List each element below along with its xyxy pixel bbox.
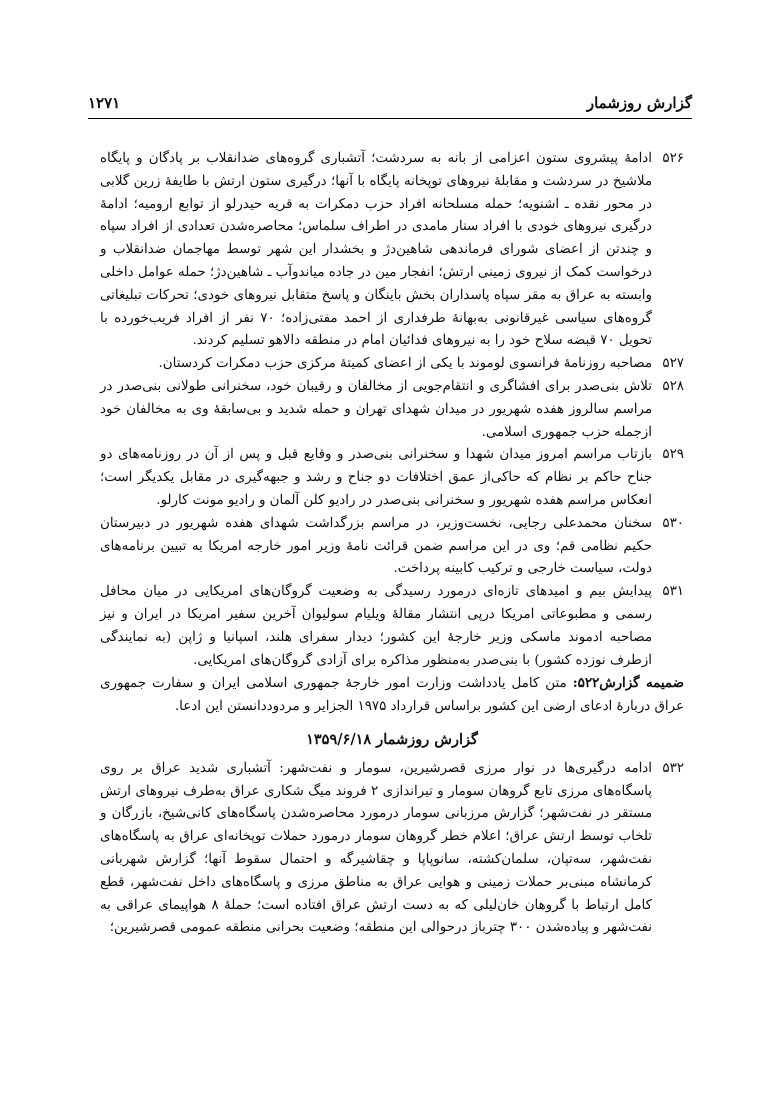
report-entry-526 <box>100 148 684 353</box>
entry-number: ۵۲۸ <box>662 378 684 394</box>
report-entry-531 <box>100 581 684 672</box>
entry-text: ادامه درگیری‌ها در نوار مرزی قصرشیرین، سومار و نفت‌شهر: آتشباری شدید عراق بر روی پاسگاه‌های مرزی تابع گروهان سومار و تیراندازی ۲ فروند میگ شکاری عراق به‌طرف نیروهای ارتش مستقر در نفت‌شهر؛ گزارش مرزبانی سومار درمورد محاصره‌شدن پاسگاه‌های کانی‌شیخ، بازرگان و تلخاب توسط ارتش عراق؛ اعلام خطر گروهان سومار درمورد حملات توپخانه‌ای عراق به پاسگاه‌های نفت‌شهر، سه‌تپان، سلمان‌کشته، سانوپاپا و چقاشیرگه و احتمال سقوط آنها؛ گزارش شهربانی کرمانشاه مبنی‌بر حملات زمینی و هوایی عراق به مناطق مرزی و پاسگاه‌های داخل نفت‌شهر، قطع کامل ارتباط با گروهان خان‌لیلی که به دست ارتش عراق افتاده است؛ حملهٔ ۸ هواپیمای عراقی به نفت‌شهر و پیاده‌شدن ۳۰۰ چترباز درحوالی این منطقه؛ وضعیت بحرانی منطقه عمومی قصرشیرین؛ <box>100 760 653 936</box>
report-entry-527 <box>100 353 684 376</box>
page-content <box>100 148 684 940</box>
entry-text: پیدایش بیم و امیدهای تازه‌ای درمورد رسیدگی به وضعیت گروگان‌های امریکایی در میان محافل رسمی و مطبوعاتی امریکا درپی انتشار مقالهٔ ویلیام سولیوان آخرین سفیر امریکا در ایران و نیز مصاحبه ادموند ماسکی وزیر خارجهٔ این کشور؛ دیدار سفرای هلند، اسپانیا و ژاپن (به نمایندگی ازطرف نوزده کشور) با بنی‌صدر به‌منظور مذاکره برای آزادی گروگان‌های امریکایی. <box>100 584 652 668</box>
entry-number: ۵۳۰ <box>662 515 684 531</box>
report-entry-532 <box>100 758 684 940</box>
entry-text: مصاحبه روزنامهٔ فرانسوی لوموند با یکی از اعضای کمیتهٔ مرکزی حزب دمکرات کردستان. <box>158 356 652 372</box>
appendix-note <box>100 672 684 719</box>
entry-text: تلاش بنی‌صدر برای افشاگری و انتقام‌جویی از مخالفان و رقیبان خود، سخنرانی طولانی بنی‌صدر در مراسم سالروز هفده شهریور در میدان شهدای تهران و حمله شدید و بی‌سابقهٔ وی به مخالفان خود ازجمله حزب جمهوری اسلامی. <box>100 378 652 440</box>
report-entry-529 <box>100 444 684 512</box>
section-title: گزارش روزشمار ۱۳۵۹/۶/۱۸ <box>306 730 478 748</box>
entry-text: سخنان محمدعلی رجایی، نخست‌وزیر، در مراسم بزرگداشت شهدای هفده شهریور در دبیرستان حکیم نظامی قم؛ وی در این مراسم ضمن قرائت نامهٔ وزیر امور خارجه امریکا به تبیین برنامه‌های دولت، سیاست خارجی و ترکیب کابینه پرداخت. <box>100 515 652 577</box>
page-header <box>88 88 692 119</box>
entry-number: ۵۳۱ <box>662 584 684 600</box>
appendix-label: ضمیمه گزارش۵۲۲: <box>572 675 685 692</box>
entry-number: ۵۲۹ <box>662 447 684 463</box>
entry-number: ۵۲۶ <box>662 151 684 166</box>
entry-number: ۵۳۲ <box>662 760 684 776</box>
entry-number: ۵۲۷ <box>662 356 684 372</box>
entry-text: ادامهٔ پیشروی ستون اعزامی از بانه به سردشت؛ آتشباری گروه‌های ضدانقلاب بر پادگان و پایگاه ملاشیخ در سردشت و مقابلهٔ نیروهای توپخانه پایگاه با آنها؛ درگیری ستون ارتش با طایفهٔ زرین گلابی در محور نقده ـ اشنویه؛ حمله مسلحانه افراد حزب دمکرات به قریه حیدرلو از توابع ارومیه؛ ادامهٔ درگیری نیروهای خودی با افراد سنار مامدی در اطراف سلماس؛ محاصره‌شدن تعدادی از افراد سپاه و چندتن از اعضای شورای فرماندهی شاهین‌دژ و بخشدار این شهر توسط مهاجمان ضدانقلاب و درخواست کمک از نیروی زمینی ارتش؛ انفجار مین در جاده میاندوآب ـ شاهین‌دژ؛ حمله عوامل داخلی وابسته به عراق به مقر سپاه پاسداران بخش باینگان و پاسخ متقابل نیروهای خودی؛ تحرکات تبلیغاتی گروه‌های سیاسی غیرقانونی به‌بهانهٔ طرفداری از احمد مفتی‌زاده؛ ۷۰ نفر از افراد فریب‌خورده با تحویل ۷۰ قبضه سلاح خود را به نیروهای فدائیان امام در منطقه دالاهو تسلیم کردند. <box>100 151 652 349</box>
report-entry-528 <box>100 376 684 444</box>
page-number: ۱۲۷۱ <box>88 94 121 112</box>
running-title: گزارش روزشمار <box>586 94 692 112</box>
entry-text: بازتاب مراسم امروز میدان شهدا و سخنرانی بنی‌صدر و وقایع قبل و پس از آن در روزنامه‌های دو جناح حاکم بر نظام که حاکی‌از عمق اختلافات دو جناح و رشد و جبهه‌گیری در مقابل یکدیگر است؛ انعکاس مراسم هفده شهریور و سخنرانی بنی‌صدر در رادیو کلن آلمان و رادیو مونت کارلو. <box>100 447 652 508</box>
report-entry-530 <box>100 513 684 581</box>
appendix-text: متن کامل یادداشت وزارت امور خارجهٔ جمهوری اسلامی ایران و سفارت جمهوری عراق دربارهٔ ادعای ارضی این کشور براساس قرارداد ۱۹۷۵ الجزایر و مردوددانستن این ادعا. <box>100 676 684 715</box>
